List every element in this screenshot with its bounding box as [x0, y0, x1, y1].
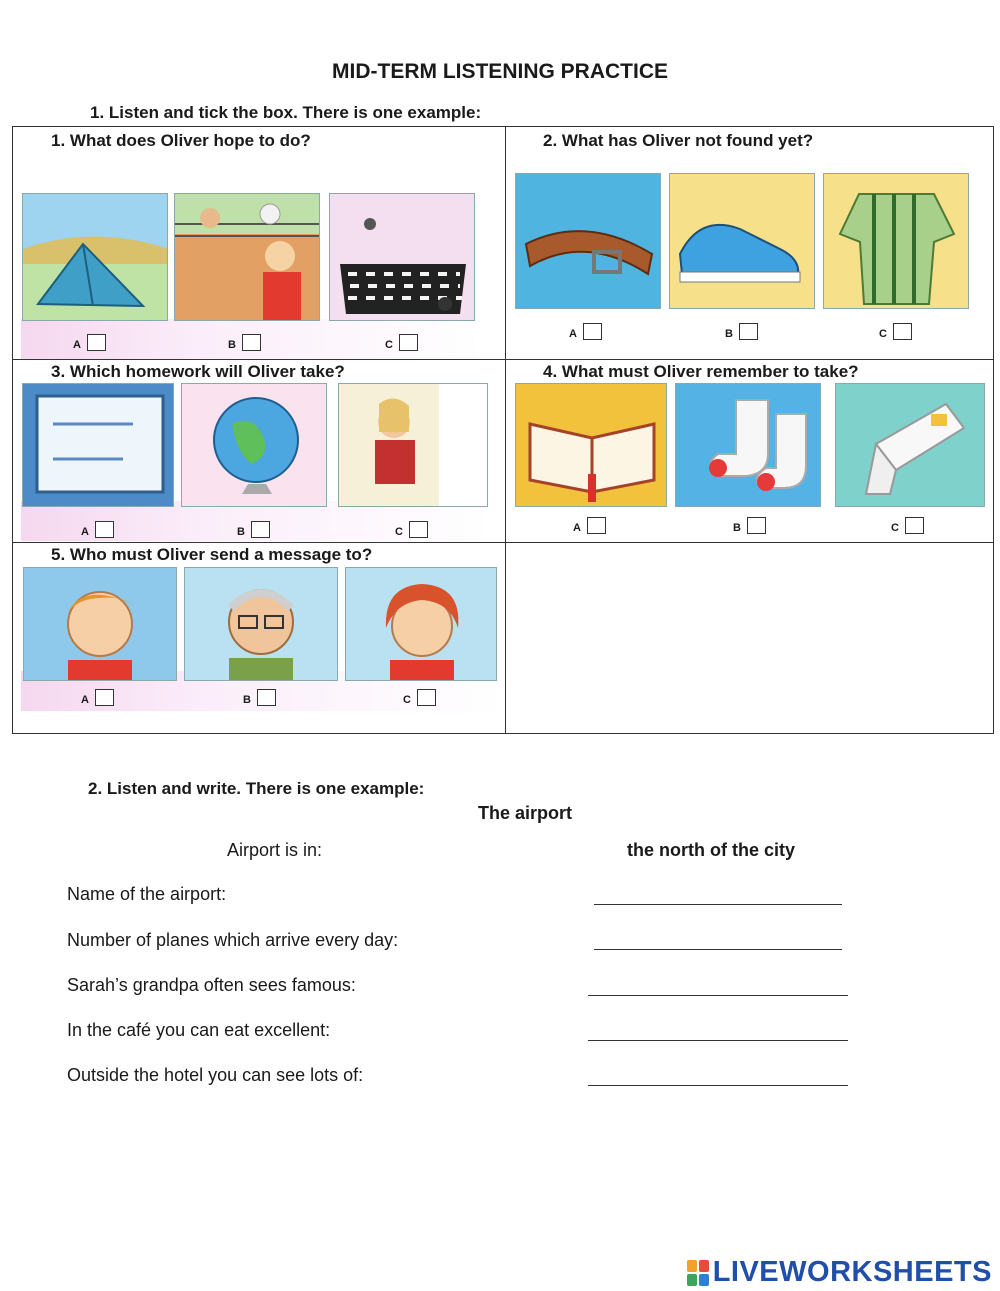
grid-divider-row2	[13, 542, 994, 543]
checkbox[interactable]	[893, 323, 912, 340]
q2-picture-c-pyjamas	[823, 173, 969, 309]
row-3-prompt: Sarah’s grandpa often sees famous:	[67, 975, 356, 995]
question-grid	[12, 126, 994, 734]
q1-picture-b-volleyball	[174, 193, 320, 321]
checkbox[interactable]	[739, 323, 758, 340]
option-letter: B	[725, 328, 733, 340]
option-letter: C	[879, 328, 887, 340]
option-letter: C	[395, 526, 403, 538]
question-3-label: 3. Which homework will Oliver take?	[51, 362, 345, 381]
q2-option-b[interactable]	[725, 323, 758, 340]
q5-picture-c-woman	[345, 567, 497, 681]
row-2-answer-blank[interactable]	[594, 935, 842, 950]
q2-picture-b-trainers	[669, 173, 815, 309]
option-letter: B	[733, 522, 741, 534]
q3-picture-c-science-teacher	[338, 383, 488, 507]
part2-subtitle: The airport	[478, 803, 573, 823]
option-letter: C	[891, 522, 899, 534]
checkbox[interactable]	[87, 334, 106, 351]
q1-picture-c-chess	[329, 193, 475, 321]
checkbox[interactable]	[251, 521, 270, 538]
row-5-prompt: Outside the hotel you can see lots of:	[67, 1065, 364, 1085]
checkbox[interactable]	[242, 334, 261, 351]
grid-divider-row1	[13, 359, 994, 360]
option-letter: C	[403, 694, 411, 706]
q2-option-c[interactable]	[879, 323, 912, 340]
q4-option-a[interactable]	[573, 517, 606, 534]
q1-option-a[interactable]	[73, 334, 106, 351]
part2-heading: 2. Listen and write. There is one example:	[88, 779, 425, 798]
option-letter: A	[81, 526, 89, 538]
logo-mark-icon	[687, 1260, 709, 1286]
checkbox[interactable]	[583, 323, 602, 340]
option-letter: A	[573, 522, 581, 534]
row-1-prompt: Name of the airport:	[67, 884, 227, 904]
q5-option-c[interactable]	[403, 689, 436, 706]
option-letter: A	[81, 694, 89, 706]
checkbox[interactable]	[905, 517, 924, 534]
q3-picture-b-globe	[181, 383, 327, 507]
question-2-label: 2. What has Oliver not found yet?	[543, 131, 814, 150]
checkbox[interactable]	[587, 517, 606, 534]
q5-picture-a-boy	[23, 567, 177, 681]
checkbox[interactable]	[95, 521, 114, 538]
option-letter: C	[385, 339, 393, 351]
q4-picture-b-socks	[675, 383, 821, 507]
q4-picture-c-towel	[835, 383, 985, 507]
q1-option-b[interactable]	[228, 334, 261, 351]
q5-picture-b-grandpa	[184, 567, 338, 681]
q3-option-c[interactable]	[395, 521, 428, 538]
q4-option-c[interactable]	[891, 517, 924, 534]
q3-option-b[interactable]	[237, 521, 270, 538]
q5-option-b[interactable]	[243, 689, 276, 706]
checkbox[interactable]	[409, 521, 428, 538]
row-1-answer-blank[interactable]	[594, 890, 842, 905]
q1-option-c[interactable]	[385, 334, 418, 351]
option-letter: B	[243, 694, 251, 706]
q2-option-a[interactable]	[569, 323, 602, 340]
question-5-label: 5. Who must Oliver send a message to?	[51, 545, 373, 564]
q4-picture-a-book	[515, 383, 667, 507]
row-4-prompt: In the café you can eat excellent:	[67, 1020, 331, 1040]
logo-text: LIVEWORKSHEETS	[712, 1256, 992, 1288]
grid-divider-vertical	[505, 127, 506, 734]
question-4-label: 4. What must Oliver remember to take?	[543, 362, 859, 381]
checkbox[interactable]	[399, 334, 418, 351]
checkbox[interactable]	[747, 517, 766, 534]
option-letter: B	[228, 339, 236, 351]
row-4-answer-blank[interactable]	[588, 1026, 848, 1041]
option-letter: B	[237, 526, 245, 538]
row-2-prompt: Number of planes which arrive every day:	[67, 930, 399, 950]
checkbox[interactable]	[257, 689, 276, 706]
row-5-answer-blank[interactable]	[588, 1071, 848, 1086]
q3-picture-a-maths-board	[22, 383, 174, 507]
option-letter: A	[73, 339, 81, 351]
q1-picture-a-tent	[22, 193, 168, 321]
row-3-answer-blank[interactable]	[588, 981, 848, 996]
checkbox[interactable]	[95, 689, 114, 706]
q3-option-a[interactable]	[81, 521, 114, 538]
checkbox[interactable]	[417, 689, 436, 706]
liveworksheets-logo[interactable]	[687, 1256, 992, 1289]
q5-option-a[interactable]	[81, 689, 114, 706]
example-answer: the north of the city	[627, 840, 795, 860]
option-letter: A	[569, 328, 577, 340]
page-title: MID-TERM LISTENING PRACTICE	[332, 60, 668, 83]
q2-picture-a-belt	[515, 173, 661, 309]
example-prompt: Airport is in:	[227, 840, 323, 860]
part1-heading: 1. Listen and tick the box. There is one example:	[90, 103, 482, 122]
q4-option-b[interactable]	[733, 517, 766, 534]
question-1-label: 1. What does Oliver hope to do?	[51, 131, 311, 150]
